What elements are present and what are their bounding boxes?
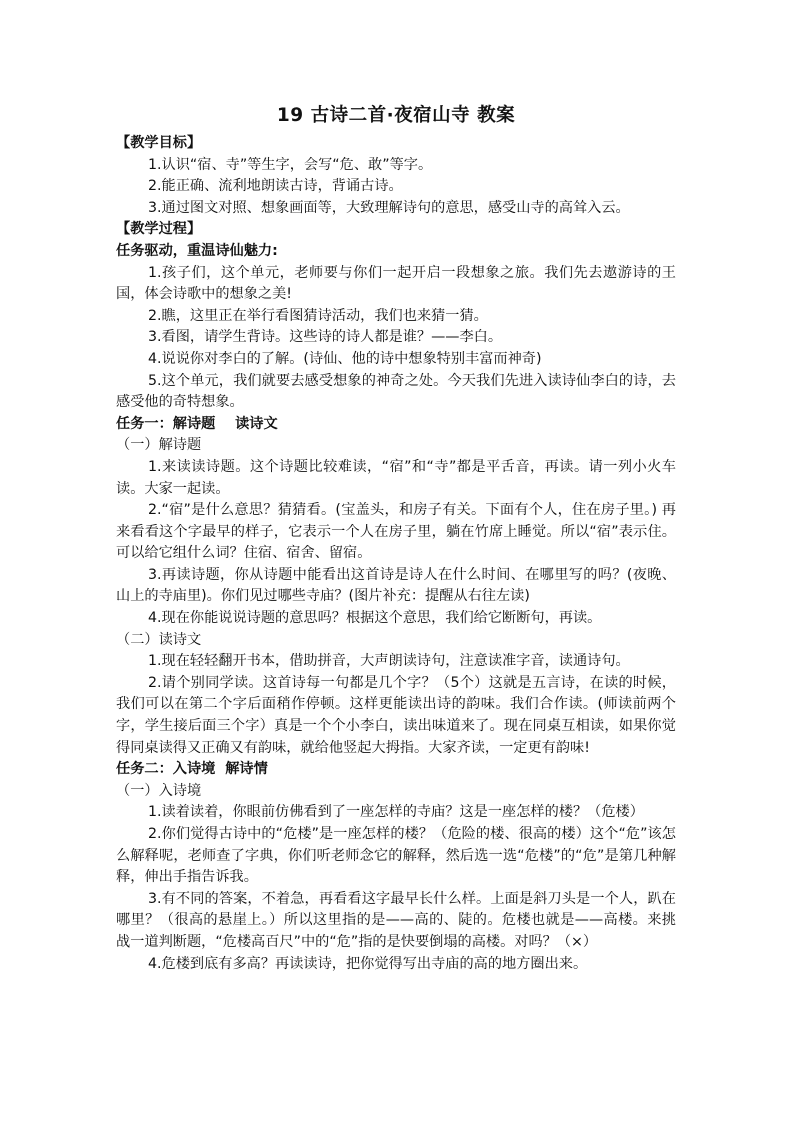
task0-paragraph: 5.这个单元，我们就要去感受想象的神奇之处。今天我们先进入读诗仙李白的诗，去感受他的奇特想象。 bbox=[116, 372, 676, 411]
goals-heading: 【教学目标】 bbox=[116, 135, 202, 151]
task1-heading: 任务一：解诗题 读诗文 bbox=[116, 415, 278, 432]
goal-item: 3.通过图文对照、想象画面等，大致理解诗句的意思，感受山寺的高耸入云。 bbox=[148, 199, 630, 216]
task2-paragraph: 3.有不同的答案，不着急，再看看这字最早长什么样。上面是斜刀头是一个人，趴在哪里？（很高的悬崖上。）所以这里指的是——高的、陡的。危楼也就是——高楼。来挑战一道判断题，“危楼高百尺”中的“危”指的是快要倒塌的高楼。对吗？（×） bbox=[116, 890, 676, 950]
task1-paragraph: 2.“宿”是什么意思？猜猜看。(宝盖头，和房子有关。下面有个人，住在房子里。) 再来看看这个字最早的样子，它表示一个人在房子里，躺在竹席上睡觉。所以“宿”表示住。可以给它组什么词？住宿、宿舍、留宿。 bbox=[116, 502, 676, 562]
task0-paragraph: 3.看图，请学生背诗。这些诗的诗人都是谁？——李白。 bbox=[148, 329, 503, 346]
task1-subheading-2: （二）读诗文 bbox=[116, 631, 202, 648]
goal-item: 1.认识“宿、寺”等生字，会写“危、敢”等字。 bbox=[148, 156, 433, 173]
task0-heading: 任务驱动，重温诗仙魅力: bbox=[116, 242, 278, 259]
task2-paragraph: 2.你们觉得古诗中的“危楼”是一座怎样的楼？（危险的楼、很高的楼）这个“危”该怎么解释呢，老师查了字典，你们听老师念它的解释，然后选一选“危楼”的“危”是第几种解释，伸出手指告诉我。 bbox=[116, 826, 676, 886]
task2-paragraph: 1.读着读着，你眼前仿佛看到了一座怎样的寺庙？这是一座怎样的楼？（危楼） bbox=[148, 804, 644, 821]
task1-paragraph: 1.现在轻轻翻开书本，借助拼音，大声朗读诗句，注意读准字音，读通诗句。 bbox=[148, 653, 630, 670]
task1-subheading-1: （一）解诗题 bbox=[116, 437, 202, 454]
task0-paragraph: 4.说说你对李白的了解。(诗仙、他的诗中想象特别丰富而神奇) bbox=[148, 350, 542, 367]
lesson-plan-document bbox=[116, 104, 676, 975]
task1-paragraph: 1.来读读诗题。这个诗题比较难读，“宿”和“寺”都是平舌音，再读。请一列小火车读。大家一起读。 bbox=[116, 458, 676, 497]
task0-paragraph: 1.孩子们，这个单元，老师要与你们一起开启一段想象之旅。我们先去遨游诗的王国，体会诗歌中的想象之美! bbox=[116, 264, 676, 303]
document-title: 19 古诗二首·夜宿山寺 教案 bbox=[276, 105, 516, 126]
task2-heading: 任务二：入诗境 解诗情 bbox=[116, 761, 268, 778]
task1-paragraph: 2.请个别同学读。这首诗每一句都是几个字？（5个）这就是五言诗，在读的时候，我们可以在第二个字后面稍作停顿。这样更能读出诗的韵味。我们合作读。(师读前两个字，学生接后面三个字）真是一个个小李白，读出味道来了。现在同桌互相读，如果你觉得同桌读得又正确又有韵味，就给他竖起大拇指。大家齐读，一定更有韵味! bbox=[116, 674, 676, 756]
task2-paragraph: 4.危楼到底有多高？再读读诗，把你觉得写出寺庙的高的地方圈出来。 bbox=[148, 955, 588, 972]
process-heading: 【教学过程】 bbox=[116, 221, 202, 238]
task2-subheading-1: （一）入诗境 bbox=[116, 782, 202, 799]
task0-paragraph: 2.瞧，这里正在举行看图猜诗活动，我们也来猜一猜。 bbox=[148, 307, 488, 324]
goal-item: 2.能正确、流利地朗读古诗，背诵古诗。 bbox=[148, 178, 403, 195]
task1-paragraph: 4.现在你能说说诗题的意思吗？根据这个意思，我们给它断断句，再读。 bbox=[148, 610, 602, 627]
task1-paragraph: 3.再读诗题，你从诗题中能看出这首诗是诗人在什么时间、在哪里写的吗？(夜晚、山上的寺庙里)。你们见过哪些寺庙？(图片补充：提醒从右往左读) bbox=[116, 566, 676, 605]
